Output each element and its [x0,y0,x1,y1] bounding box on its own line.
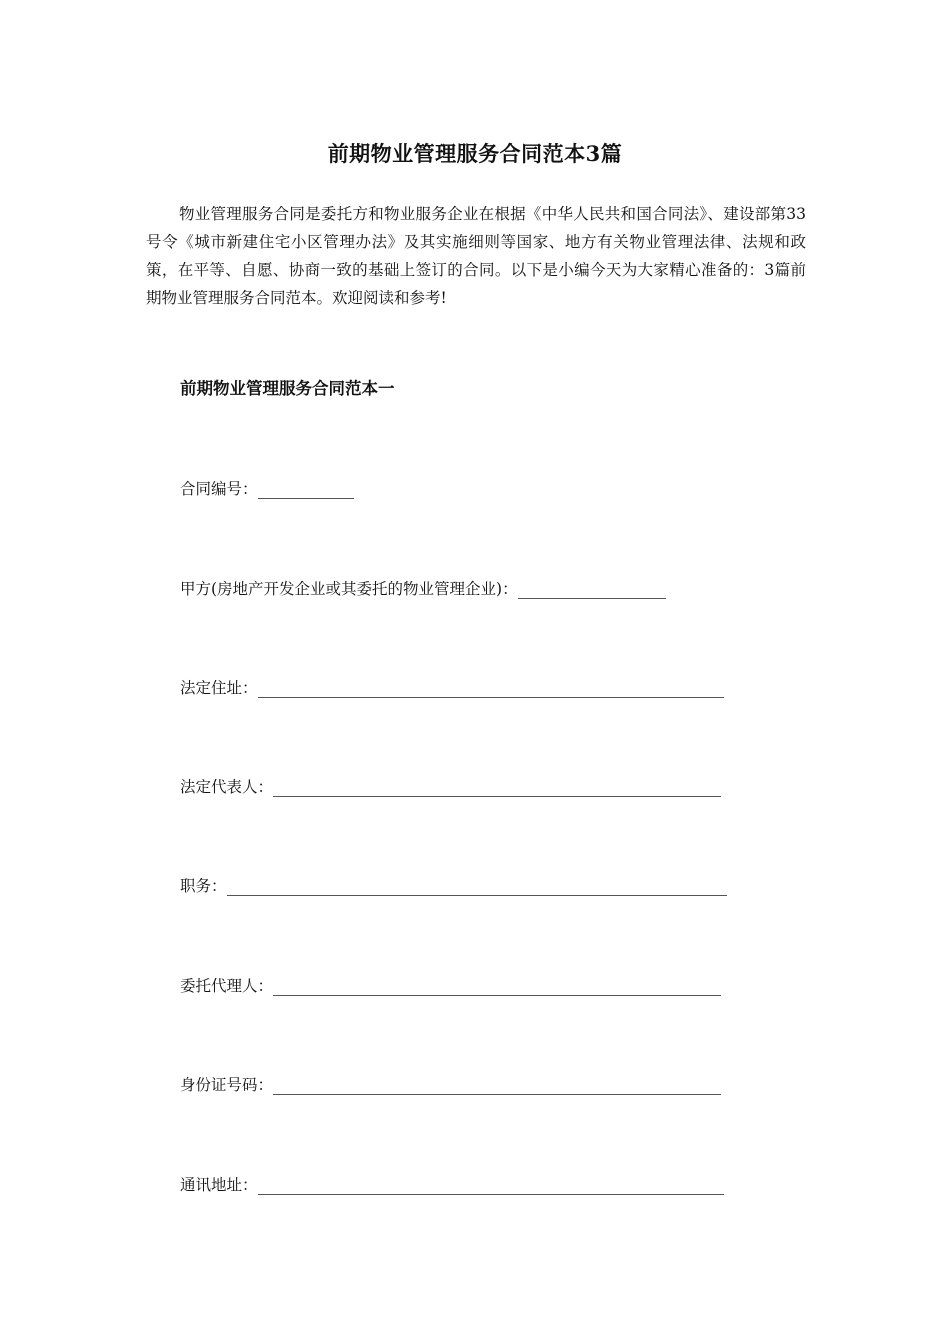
field-position [180,873,727,899]
field-legal-representative [180,774,721,800]
field-label: 法定住址： [180,679,258,697]
field-label: 法定代表人： [180,778,274,796]
field-blank-line [273,1074,721,1095]
field-authorized-agent [180,973,721,999]
field-party-a [180,576,666,602]
section-heading: 前期物业管理服务合同范本一 [180,379,395,398]
field-contract-number [180,476,354,502]
field-legal-address [180,675,724,701]
field-label: 合同编号： [180,480,258,498]
intro-paragraph: 物业管理服务合同是委托方和物业服务企业在根据《中华人民共和国合同法》、建设部第33号令《城市新建住宅小区管理办法》及其实施细则等国家、地方有关物业管理法律、法规和政策，在平等、自愿、协商一致的基础上签订的合同。以下是小编今天为大家精心准备的：3篇前期物业管理服务合同范本。欢迎阅读和参考! [146,205,806,307]
field-mailing-address [180,1172,724,1198]
field-label: 职务： [180,877,227,895]
field-blank-line [258,1174,724,1195]
field-blank-line [273,975,721,996]
field-blank-line [273,776,721,797]
field-blank-line [258,677,724,698]
field-label: 身份证号码： [180,1076,274,1094]
field-blank-line [258,478,354,499]
field-label: 通讯地址： [180,1176,258,1194]
field-id-number [180,1072,721,1098]
field-blank-line [227,875,727,896]
document-title: 前期物业管理服务合同范本3篇 [327,141,623,166]
field-label: 委托代理人： [180,977,274,995]
field-blank-line [518,578,666,599]
field-label: 甲方(房地产开发企业或其委托的物业管理企业)： [180,580,518,598]
